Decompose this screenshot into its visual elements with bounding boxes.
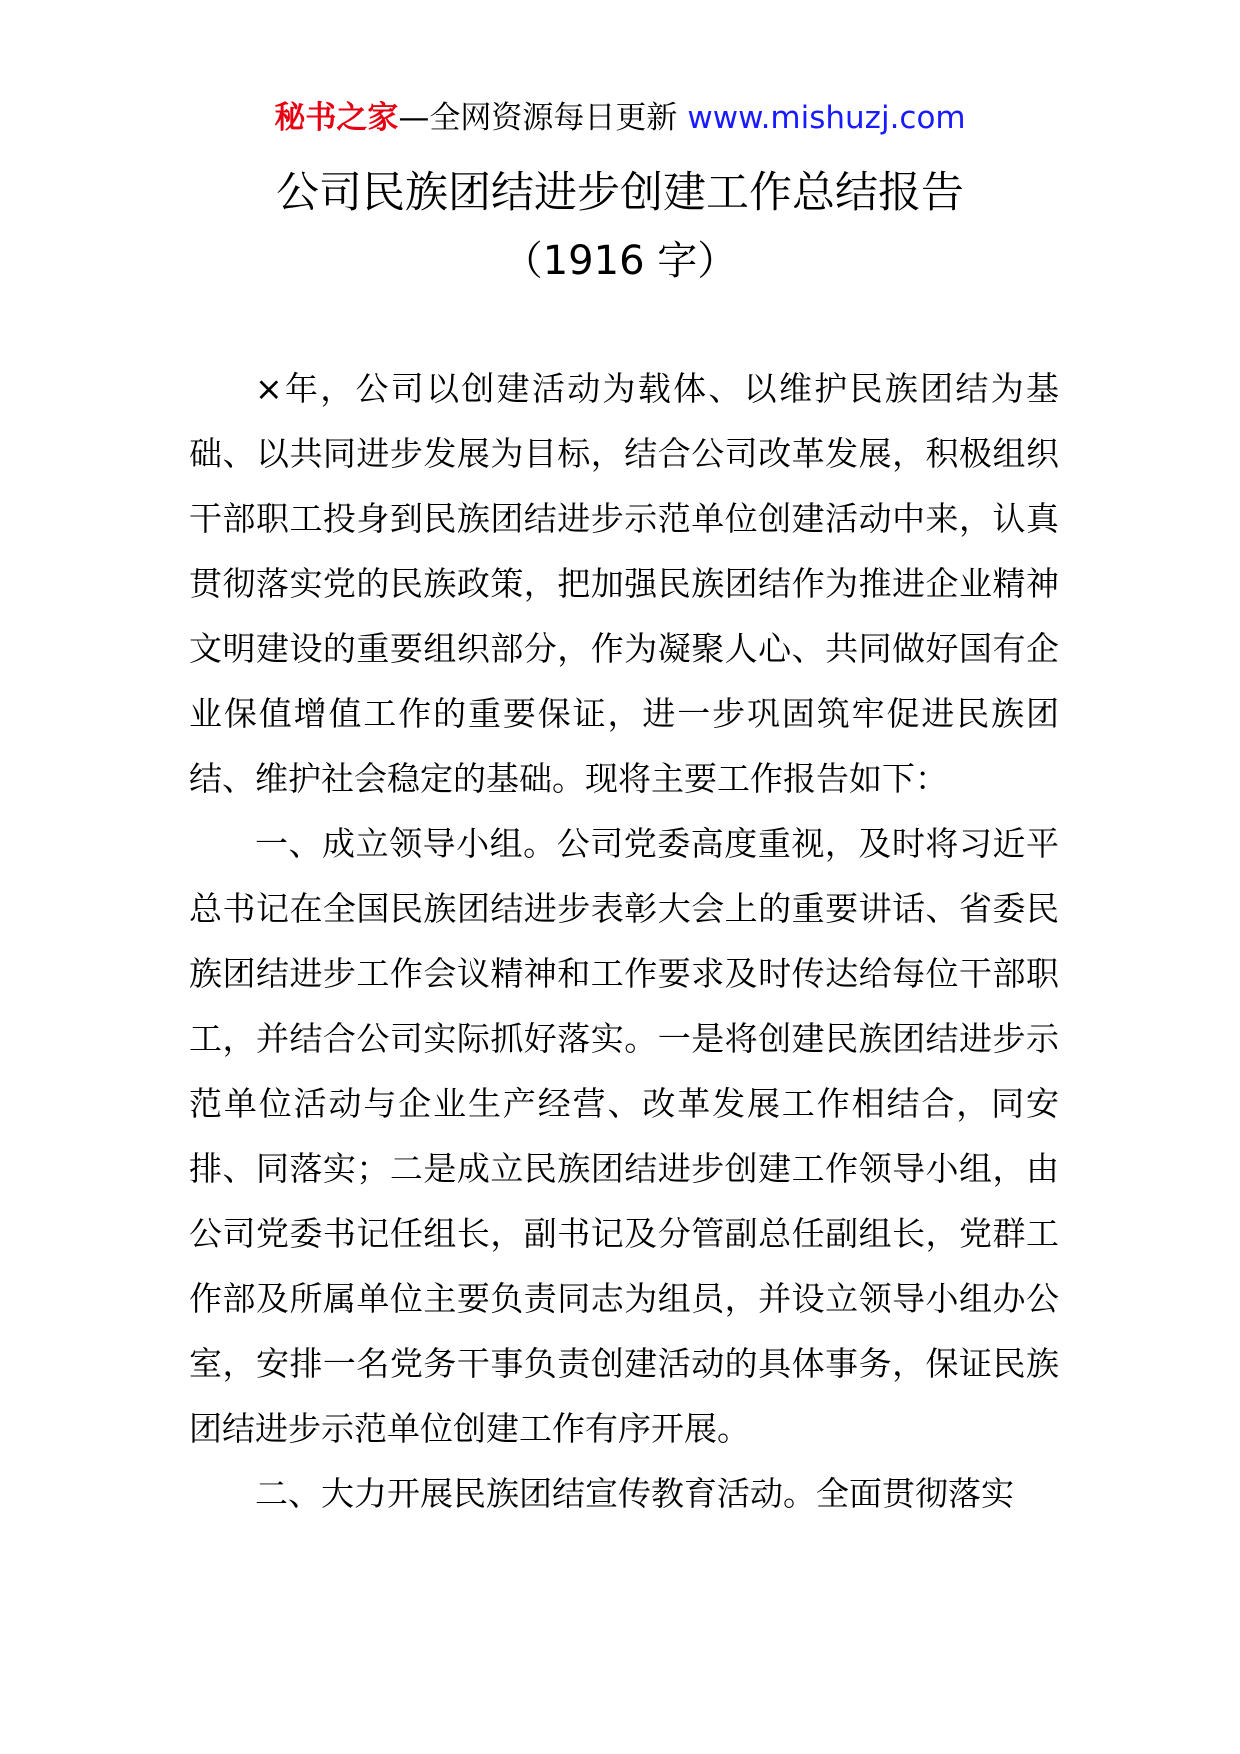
paragraph-section-1: 一、成立领导小组。公司党委高度重视，及时将习近平总书记在全国民族团结进步表彰大会上的重要讲话、省委民族团结进步工作会议精神和工作要求及时传达给每位干部职工，并结合公司实际抓好落实。一是将创建民族团结进步示范单位活动与企业生产经营、改革发展工作相结合，同安排、同落实；二是成立民族团结进步创建工作领导小组，由公司党委书记任组长，副书记及分管副总任副组长，党群工作部及所属单位主要负责同志为组员，并设立领导小组办公室，安排一名党务干事负责创建活动的具体事务，保证民族团结进步示范单位创建工作有序开展。: [189, 824, 1059, 1448]
site-url-link[interactable]: www.mishuzj.com: [687, 100, 966, 136]
document-word-count: （1916 字）: [502, 238, 738, 284]
paragraph-intro: ×年，公司以创建活动为载体、以维护民族团结为基础、以共同进步发展为目标，结合公司改革发展，积极组织干部职工投身到民族团结进步示范单位创建活动中来，认真贯彻落实党的民族政策，把加强民族团结作为推进企业精神文明建设的重要组织部分，作为凝聚人心、共同做好国有企业保值增值工作的重要保证，进一步巩固筑牢促进民族团结、维护社会稳定的基础。现将主要工作报告如下：: [189, 369, 1059, 798]
paragraph-section-2: 二、大力开展民族团结宣传教育活动。全面贯彻落实: [255, 1474, 1014, 1513]
site-banner: [0, 96, 1240, 140]
brand-name: 秘书之家: [274, 100, 399, 136]
document-body: [189, 356, 1059, 1526]
brand-slogan: —全网资源每日更新: [398, 100, 678, 136]
document-title: 公司民族团结进步创建工作总结报告: [276, 168, 964, 218]
